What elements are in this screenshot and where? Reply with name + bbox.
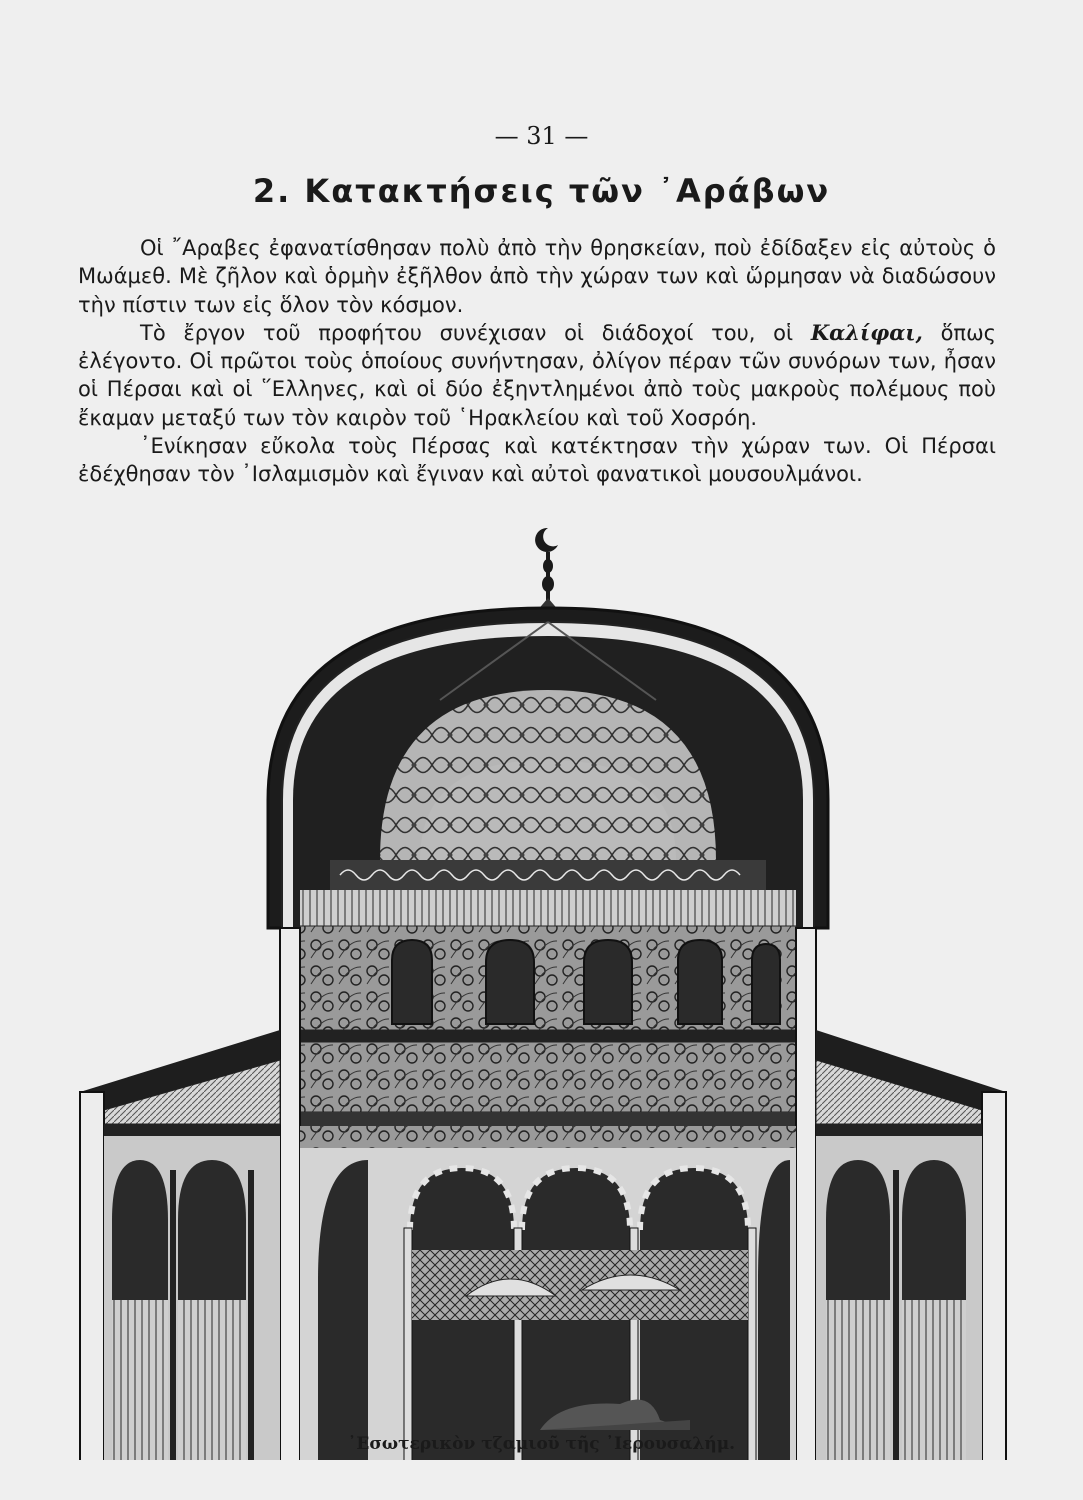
paragraph-2-end: ὅπως ἐλέγοντο. Οἱ πρῶτοι τοὺς ὁποίους συνήντησαν, ὀλίγον πέραν τῶν συνόρων των, ἦσαν οἱ Πέρσαι καὶ οἱ ῞Ελληνες, καὶ οἱ δύο ἐξηντλημένοι ἀπὸ τοὺς μακροὺς πολέμους ποὺ ἔκαμαν μεταξύ των τὸν καιρὸν τοῦ ῾Ηρακλείου καὶ τοῦ Χοσρόη. [78, 320, 996, 430]
mosque-cross-section-illustration [0, 520, 1083, 1460]
paragraph-1: Οἱ ῎Αραβες ἐφανατίσθησαν πολὺ ἀπὸ τὴν θρησκείαν, ποὺ ἐδίδαξεν εἰς αὐτοὺς ὁ Μωάμεθ. Μὲ ζῆλον καὶ ὁρμὴν ἐξῆλθον ἀπὸ τὴν χώραν των καὶ ὥρμησαν νὰ διαδώσουν τὴν πίστιν των εἰς ὅλον τὸν κόσμον. [78, 236, 996, 317]
body-text [78, 234, 996, 489]
right-arcade [816, 1136, 982, 1460]
section-title: 2. Κατακτήσεις τῶν ᾿Αράβων [252, 172, 831, 210]
central-arcade [300, 1126, 796, 1460]
paragraph-2 [78, 319, 996, 432]
left-arcade [104, 1136, 280, 1460]
caliphs-term: Καλίφαι, [810, 319, 923, 345]
paragraph-3: ᾿Ενίκησαν εὔκολα τοὺς Πέρσας καὶ κατέκτησαν τὴν χώραν των. Οἱ Πέρσαι ἐδέχθησαν τὸν ᾿Ισλαμισμὸν καὶ ἔγιναν καὶ αὐτοὶ φανατικοὶ μουσουλμάνοι. [78, 434, 996, 487]
crescent-finial [535, 528, 560, 612]
page-number: — 31 — [494, 122, 589, 150]
grille-screen [412, 1250, 748, 1320]
figure-caption: ᾿Εσωτερικὸν τζαμιοῦ τῆς ᾿Ιερουσαλήμ. [347, 1434, 736, 1454]
paragraph-2-start: Τὸ ἔργον τοῦ προφήτου συνέχισαν οἱ διάδοχοί του, οἱ [140, 320, 811, 345]
